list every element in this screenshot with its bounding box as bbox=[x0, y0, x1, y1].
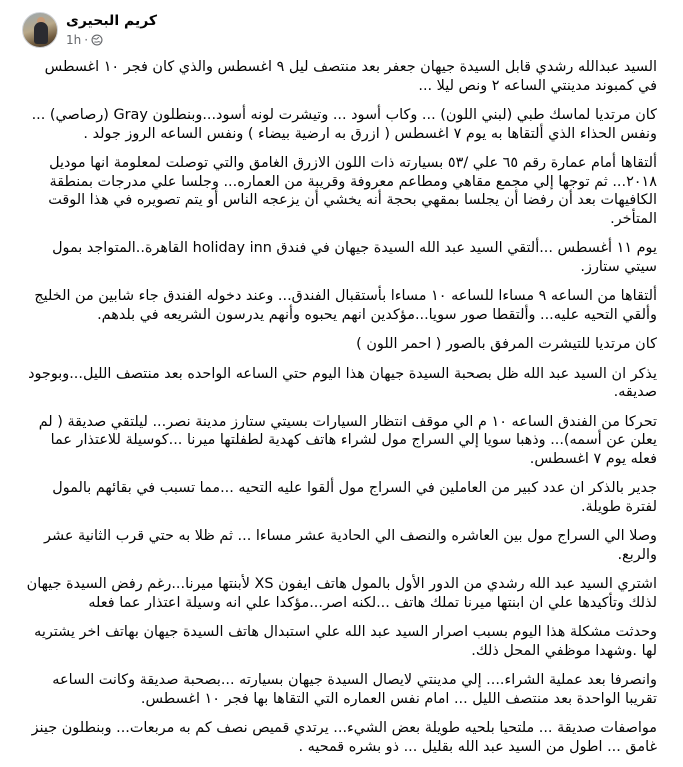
post-paragraph: يوم ١١ أغسطس ...ألتقي السيد عبد الله السيدة جيهان في فندق holiday inn القاهرة..المتواجد بمول سيتي ستارز. bbox=[52, 240, 657, 275]
globe-icon[interactable] bbox=[91, 34, 103, 46]
avatar[interactable] bbox=[22, 12, 58, 48]
timestamp[interactable]: 1h bbox=[66, 33, 82, 47]
post-paragraph: ألتقاها من الساعه ٩ مساءا للساعه ١٠ مساءا بأستقبال الفندق... وعند دخوله الفندق جاء شابين من الخليج وألقي التحيه عليه... وألتقطا صور سويا...مؤكدين انهم يحبوه وأنهم يدرسون الشريعه في بلدهم. bbox=[34, 288, 657, 323]
post-body bbox=[26, 58, 657, 767]
post-paragraph: مواصفات صديقة ... ملتحيا بلحيه طويلة بعض الشيء... يرتدي قميص نصف كم به مربعات... وبنطلون جينز غامق ... اطول من السيد عبد الله بقليل ... ذو بشره قمحيه . bbox=[31, 720, 657, 755]
post-paragraph: جدير بالذكر ان عدد كبير من العاملين في السراج مول ألقوا عليه التحيه ...مما تسبب في بقائهم بالمول لفترة طويلة. bbox=[52, 480, 657, 515]
post-paragraph: وحدثت مشكلة هذا اليوم بسبب اصرار السيد عبد الله علي استبدال هاتف السيدة جيهان بهاتف اخر يشتريه لها .وشهدا موظفي المحل ذلك. bbox=[34, 624, 657, 659]
post-paragraph: ألتقاها أمام عمارة رقم ٦٥ علي /٥٣ بسيارته ذات اللون الازرق الغامق والتي توصلت لمعلومة انها موديل ٢٠١٨... ثم توجها إلي مجمع مقاهي ومطاعم معروفة وقريبة من العماره... وجلسا علي مدرجات بمنطقة الكافيهات بعد أن رفضا أن يجلسا بمقهي بحجة أنه يخشي أن يزعجه الناس أو يتم تصويره في هذا الوقت المتأخر. bbox=[48, 155, 657, 227]
post-header bbox=[0, 0, 683, 56]
post-paragraph: كان مرتديا للتيشرت المرفق بالصور ( احمر اللون ) bbox=[356, 336, 657, 352]
meta-separator: · bbox=[84, 33, 89, 47]
post-paragraph: كان مرتديا لماسك طبي (لبني اللون) ... وكاب أسود ... وتيشرت لونه أسود...وبنطلون Gray (رصاصي) ... ونفس الحذاء الذي ألتقاها به يوم ٧ اغسطس ( ازرق به ارضية بيضاء ) ونفس الساعه الروز جولد . bbox=[31, 107, 657, 142]
post-paragraph: وصلا الي السراج مول بين العاشره والنصف الي الحادية عشر مساءا ... ثم ظلا به حتي قرب الثانية عشر والربع. bbox=[44, 528, 657, 563]
post-paragraph: السيد عبدالله رشدي قابل السيدة جيهان جعفر بعد منتصف ليل ٩ اغسطس والذي كان فجر ١٠ اغسطس في كمبوند مدينتي الساعه ٢ ونص ليلا ... bbox=[44, 59, 657, 94]
post-paragraph: اشتري السيد عبد الله رشدي من الدور الأول بالمول هاتف ايفون XS لأبنتها ميرنا...رغم رفض السيدة جيهان لذلك وتأكيدها علي ان ابنتها ميرنا تملك هاتف ...لكنه اصر...مؤكدا علي انه وسيلة اعتذار عما فعله bbox=[26, 576, 657, 611]
post-paragraph: يذكر ان السيد عبد الله ظل بصحبة السيدة جيهان هذا اليوم حتي الساعه الواحده بعد منتصف الليل...وبوجود صديقه. bbox=[28, 365, 657, 400]
post-meta bbox=[66, 32, 103, 48]
post-paragraph: تحركا من الفندق الساعه ١٠ م الي موقف انتظار السيارات بسيتي ستارز مدينة نصر... ليلتقي صديقة ( لم يعلن عن أسمه)... وذهبا سويا إلي السراج مول لشراء هاتف كهدية لطفلتها ميرنا ...كوسيلة للاعتذار عما فعله يوم ٧ اغسطس. bbox=[38, 413, 657, 467]
author-name[interactable]: كريم البحيرى bbox=[66, 13, 158, 29]
avatar-figure bbox=[34, 22, 48, 44]
post-paragraph: وانصرفا بعد عملية الشراء.... إلي مدينتي لايصال السيدة جيهان بسيارته ...بصحبة صديقة وكانت الساعه تقريبا الواحدة بعد منتصف الليل ... امام نفس العماره التي التقاها بها فجر ١٠ اغسطس. bbox=[52, 672, 657, 707]
